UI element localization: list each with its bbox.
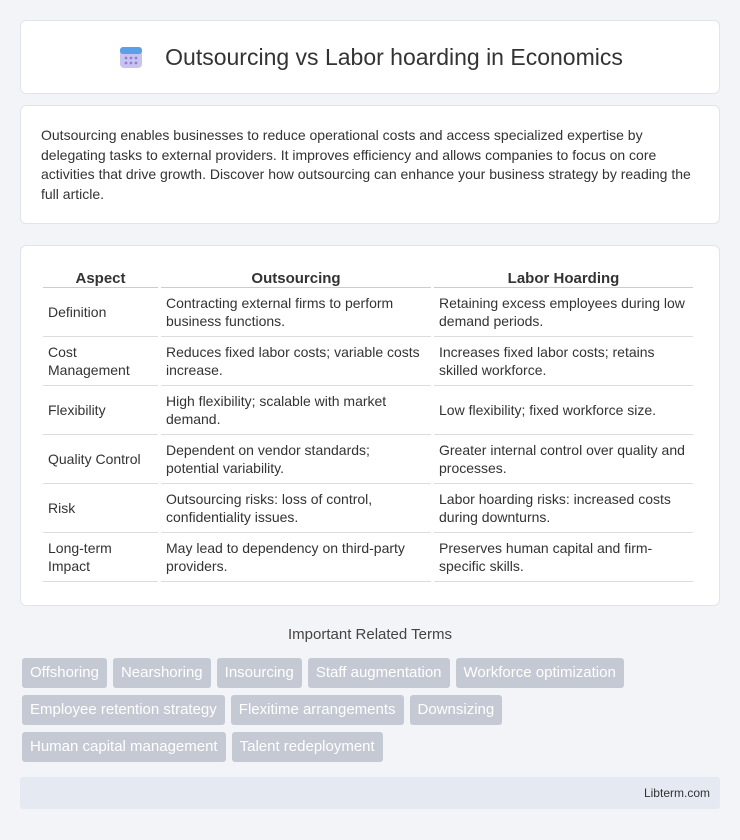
table-row [43,288,693,337]
intro-card [20,105,720,224]
aspect-cell: Long-term Impact [43,533,158,582]
aspect-cell: Definition [43,288,158,337]
page-title: Outsourcing vs Labor hoarding in Economics [165,43,623,70]
related-term-tag[interactable]: Offshoring [22,658,107,688]
table-row [43,533,693,582]
aspect-cell: Quality Control [43,435,158,484]
header-outsourcing: Outsourcing [161,265,431,288]
labor-hoarding-cell: Preserves human capital and firm-specific skills. [434,533,693,582]
outsourcing-cell: High flexibility; scalable with market demand. [161,386,431,435]
footer-site-link[interactable]: Libterm.com [643,786,710,800]
outsourcing-cell: Dependent on vendor standards; potential variability. [161,435,431,484]
related-term-tag[interactable]: Workforce optimization [456,658,624,688]
labor-hoarding-cell: Retaining excess employees during low demand periods. [434,288,693,337]
related-term-tag[interactable]: Staff augmentation [308,658,450,688]
related-term-tag[interactable]: Flexitime arrangements [231,695,404,725]
related-term-tag[interactable]: Employee retention strategy [22,695,225,725]
comparison-card [20,245,720,606]
labor-hoarding-cell: Increases fixed labor costs; retains skilled workforce. [434,337,693,386]
related-term-tag[interactable]: Human capital management [22,732,226,762]
footer [20,777,720,809]
table-row [43,435,693,484]
outsourcing-cell: Contracting external firms to perform business functions. [161,288,431,337]
table-row [43,337,693,386]
related-terms-title: Important Related Terms [288,626,452,643]
outsourcing-cell: Reduces fixed labor costs; variable costs increase. [161,337,431,386]
labor-hoarding-cell: Labor hoarding risks: increased costs during downturns. [434,484,693,533]
related-term-tag[interactable]: Insourcing [217,658,302,688]
related-term-tag[interactable]: Downsizing [410,695,503,725]
outsourcing-cell: May lead to dependency on third-party providers. [161,533,431,582]
comparison-table [40,265,696,582]
intro-text: Outsourcing enables businesses to reduce operational costs and access specialized expertise by delegating tasks to external providers. It improves efficiency and allows companies to focus on core activities that drive growth. Discover how outsourcing can enhance your business strategy by reading the full article. [41,127,691,202]
calendar-icon [117,43,145,71]
related-terms-list [22,658,722,769]
table-row [43,386,693,435]
aspect-cell: Flexibility [43,386,158,435]
related-term-tag[interactable]: Talent redeployment [232,732,383,762]
aspect-cell: Risk [43,484,158,533]
table-header-row [43,265,693,288]
header-labor-hoarding: Labor Hoarding [434,265,693,288]
related-term-tag[interactable]: Nearshoring [113,658,211,688]
aspect-cell: Cost Management [43,337,158,386]
labor-hoarding-cell: Greater internal control over quality and processes. [434,435,693,484]
header-aspect: Aspect [43,265,158,288]
labor-hoarding-cell: Low flexibility; fixed workforce size. [434,386,693,435]
table-row [43,484,693,533]
outsourcing-cell: Outsourcing risks: loss of control, confidentiality issues. [161,484,431,533]
title-card [20,20,720,94]
